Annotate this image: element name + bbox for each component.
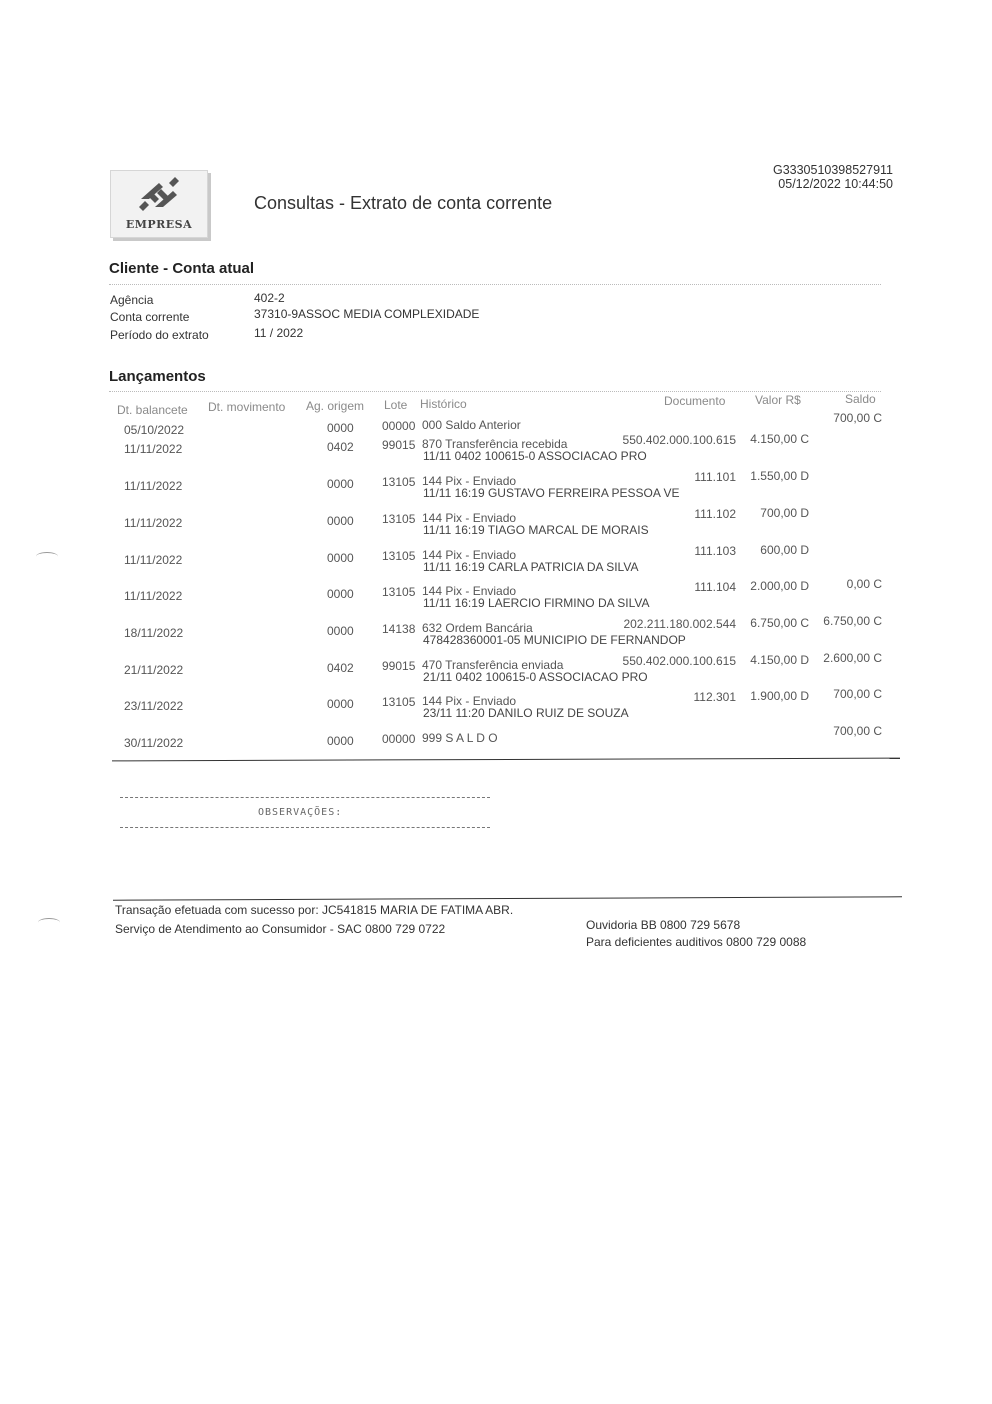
col-dt-movimento: Dt. movimento	[208, 400, 286, 414]
page-title: Consultas - Extrato de conta corrente	[254, 193, 553, 213]
row-documento: 112.301	[693, 690, 736, 704]
row-valor: 1.900,00 D	[750, 689, 809, 703]
row-documento: 111.104	[694, 580, 736, 594]
row-historico: 470 Transferência enviada	[422, 658, 564, 672]
row-dt-balancete: 11/11/2022	[124, 553, 183, 567]
logo-caption: EMPRESA	[125, 218, 193, 231]
row-ag-origem: 0000	[327, 587, 354, 601]
row-ag-origem: 0000	[327, 734, 354, 748]
row-lote: 00000	[382, 732, 416, 746]
row-valor: 600,00 D	[760, 543, 809, 557]
footer-deficientes: Para deficientes auditivos 0800 729 0088	[586, 935, 807, 949]
row-dt-balancete: 18/11/2022	[124, 626, 184, 640]
col-valor: Valor R$	[755, 393, 801, 407]
row-detail: 11/11 16:19 TIAGO MARCAL DE MORAIS	[423, 523, 649, 537]
row-historico: 999 S A L D O	[422, 731, 498, 745]
row-valor: 4.150,00 C	[750, 432, 809, 446]
row-detail: 11/11 16:19 LAERCIO FIRMINO DA SILVA	[423, 596, 650, 610]
scan-mark	[36, 552, 58, 561]
footer-sac: Serviço de Atendimento ao Consumidor - SAC 0800 729 0722	[115, 922, 446, 936]
row-valor: 6.750,00 C	[750, 616, 809, 630]
row-historico: 144 Pix - Enviado	[422, 474, 517, 488]
col-ag-origem: Ag. origem	[306, 399, 365, 413]
bank-logo	[110, 170, 208, 238]
row-detail: 11/11 0402 100615-0 ASSOCIACAO PRO	[423, 449, 647, 463]
row-valor: 4.150,00 D	[750, 653, 809, 667]
section-divider	[109, 391, 881, 392]
row-historico: 144 Pix - Enviado	[422, 694, 517, 708]
table-bottom-rule	[112, 758, 900, 762]
row-detail: 11/11 16:19 GUSTAVO FERREIRA PESSOA VE	[423, 486, 680, 500]
row-ag-origem: 0000	[327, 514, 354, 528]
row-lote: 13105	[382, 475, 416, 489]
footer-transacao: Transação efetuada com sucesso por: JC541815 MARIA DE FATIMA ABR.	[115, 903, 514, 917]
row-ag-origem: 0000	[327, 624, 354, 638]
row-lote: 99015	[382, 659, 416, 673]
agencia-value: 402-2	[254, 291, 285, 305]
row-lote: 99015	[382, 438, 416, 452]
col-dt-balancete: Dt. balancete	[117, 403, 188, 417]
row-dt-balancete: 11/11/2022	[124, 479, 183, 493]
row-historico: 000 Saldo Anterior	[422, 418, 521, 432]
row-saldo: 2.600,00 C	[823, 651, 882, 665]
row-ag-origem: 0402	[327, 661, 354, 675]
periodo-value: 11 / 2022	[254, 326, 304, 340]
row-detail: 21/11 0402 100615-0 ASSOCIACAO PRO	[423, 670, 648, 684]
row-dt-balancete: 05/10/2022	[124, 423, 185, 437]
agencia-label: Agência	[110, 293, 154, 307]
row-lote: 00000	[382, 419, 416, 433]
row-lote: 13105	[382, 512, 416, 526]
row-detail: 478428360001-05 MUNICIPIO DE FERNANDOP	[423, 633, 686, 647]
row-ag-origem: 0402	[327, 440, 354, 454]
row-dt-balancete: 11/11/2022	[124, 516, 183, 530]
row-valor: 700,00 D	[760, 506, 809, 520]
row-dt-balancete: 30/11/2022	[124, 736, 184, 750]
document-datetime: 05/12/2022 10:44:50	[778, 177, 893, 191]
row-valor: 1.550,00 D	[750, 469, 809, 483]
row-ag-origem: 0000	[327, 477, 354, 491]
footer-rule	[113, 896, 902, 900]
row-ag-origem: 0000	[327, 697, 354, 711]
dashed-line	[120, 827, 490, 828]
periodo-label: Período do extrato	[110, 328, 209, 342]
row-saldo: 700,00 C	[833, 411, 882, 425]
row-dt-balancete: 11/11/2022	[124, 442, 183, 456]
footer-ouvidoria: Ouvidoria BB 0800 729 5678	[586, 918, 741, 932]
document-id-block	[755, 163, 893, 191]
row-historico: 144 Pix - Enviado	[422, 548, 517, 562]
row-valor: 2.000,00 D	[750, 579, 809, 593]
lancamentos-title: Lançamentos	[109, 368, 206, 385]
scan-mark	[38, 918, 60, 927]
row-lote: 13105	[382, 695, 416, 709]
col-saldo: Saldo	[845, 392, 876, 406]
row-dt-balancete: 23/11/2022	[124, 699, 184, 713]
row-lote: 13105	[382, 549, 416, 563]
row-detail: 11/11 16:19 CARLA PATRICIA DA SILVA	[423, 560, 639, 574]
observacoes-label: OBSERVAÇÕES:	[258, 807, 343, 818]
row-lote: 13105	[382, 585, 416, 599]
document-code: G3330510398527911	[772, 163, 893, 177]
col-lote: Lote	[384, 398, 408, 412]
col-historico: Histórico	[420, 397, 467, 411]
conta-label: Conta corrente	[110, 310, 190, 324]
client-section-title: Cliente - Conta atual	[109, 260, 255, 277]
row-ag-origem: 0000	[327, 551, 354, 565]
row-documento: 111.103	[694, 544, 736, 558]
row-saldo: 700,00 C	[833, 724, 882, 738]
row-documento: 550.402.000.100.615	[622, 654, 736, 668]
section-divider	[109, 284, 881, 285]
row-documento: 550.402.000.100.615	[622, 433, 736, 447]
row-documento: 111.101	[694, 470, 736, 484]
row-historico: 632 Ordem Bancária	[422, 621, 533, 635]
dashed-line	[120, 797, 490, 798]
row-documento: 202.211.180.002.544	[623, 617, 736, 631]
row-lote: 14138	[382, 622, 416, 636]
row-documento: 111.102	[694, 507, 736, 521]
row-dt-balancete: 21/11/2022	[124, 663, 184, 677]
row-dt-balancete: 11/11/2022	[124, 589, 183, 603]
bb-logo-icon	[137, 177, 181, 215]
row-saldo: 0,00 C	[846, 577, 882, 591]
row-historico: 870 Transferência recebida	[422, 437, 568, 451]
row-historico: 144 Pix - Enviado	[422, 511, 517, 525]
row-saldo: 6.750,00 C	[823, 614, 882, 628]
row-saldo: 700,00 C	[833, 687, 882, 701]
row-ag-origem: 0000	[327, 421, 354, 435]
row-historico: 144 Pix - Enviado	[422, 584, 517, 598]
conta-value: 37310-9ASSOC MEDIA COMPLEXIDADE	[254, 307, 480, 321]
col-documento: Documento	[664, 394, 726, 408]
row-detail: 23/11 11:20 DANILO RUIZ DE SOUZA	[423, 706, 629, 720]
